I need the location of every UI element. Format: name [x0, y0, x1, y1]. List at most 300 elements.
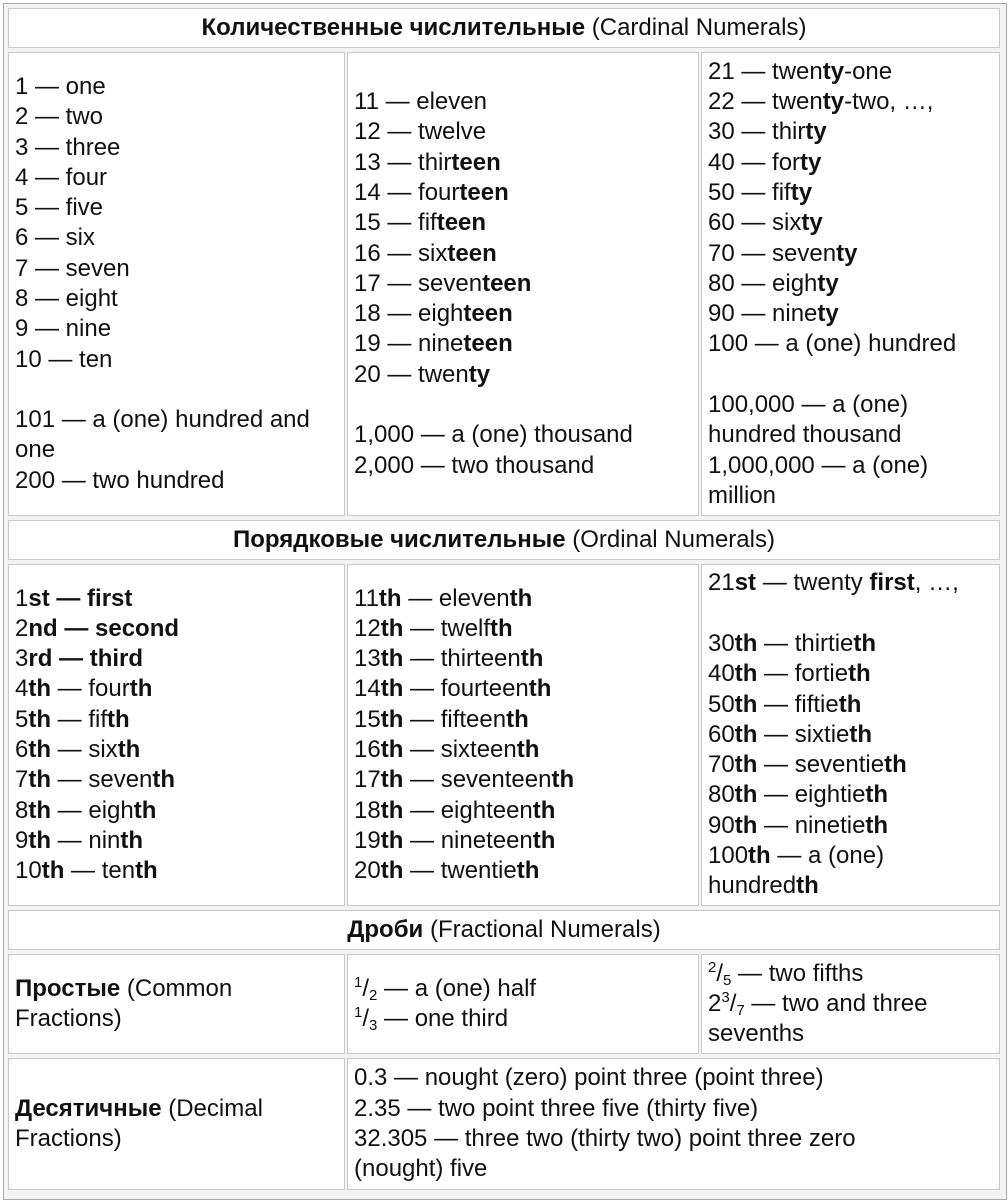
text-segment: 10 — ten	[15, 345, 113, 373]
text-segment: 12 — twelve	[354, 118, 487, 146]
bold-segment: rd — third	[28, 645, 144, 673]
numeral-line	[354, 856, 692, 886]
numeral-line	[708, 659, 993, 689]
blank-line	[708, 599, 993, 629]
numeral-line	[15, 1124, 338, 1154]
bold-segment: th	[380, 705, 404, 733]
common-fractions-label	[8, 954, 345, 1054]
bold-segment: ty	[817, 269, 839, 297]
text-segment: 60	[708, 720, 735, 748]
numeral-line	[15, 72, 338, 102]
numeral-line	[354, 796, 692, 826]
bold-segment: ty	[801, 209, 823, 237]
numeral-line	[15, 223, 338, 253]
numeral-line	[708, 239, 993, 269]
bold-segment: th	[853, 629, 877, 657]
bold-segment: th	[380, 645, 404, 673]
text-segment: — nineteen	[403, 826, 533, 854]
text-segment: 4	[15, 675, 29, 703]
numeral-line	[708, 568, 993, 598]
numeral-line	[354, 360, 692, 390]
text-segment: — nin	[51, 826, 121, 854]
fraction-line	[708, 989, 993, 1019]
decimal-line: 0.3 — nought (zero) point three (point three)	[354, 1064, 824, 1092]
text-segment: 101 — a (one) hundred and	[15, 406, 310, 434]
numeral-line	[708, 720, 993, 750]
bold-segment: ty	[800, 148, 822, 176]
numeral-line	[708, 148, 993, 178]
numeral-line	[708, 87, 993, 117]
numeral-line	[354, 239, 692, 269]
text-segment: 9 — nine	[15, 315, 112, 343]
cardinal-col-1	[8, 52, 345, 516]
fraction-numerator: 1	[354, 973, 363, 991]
cardinal-header-en: (Cardinal Numerals)	[585, 13, 807, 41]
ordinal-header-ru: Порядковые числительные	[233, 525, 566, 553]
bold-segment: teen	[451, 148, 501, 176]
text-segment: 20 — twen	[354, 360, 469, 388]
ordinal-header	[8, 520, 1000, 560]
text-segment: — a (one)	[770, 842, 885, 870]
numeral-line	[354, 451, 692, 481]
numeral-line	[15, 856, 338, 886]
text-segment: — seventie	[757, 751, 885, 779]
bold-segment: th	[380, 796, 404, 824]
bold-segment: ty	[805, 118, 827, 146]
numeral-line	[15, 1004, 338, 1034]
fraction-text: — two and three	[744, 989, 928, 1017]
fraction-slash: /	[716, 959, 724, 987]
text-segment: 2 — two	[15, 103, 104, 131]
bold-segment: th	[865, 811, 889, 839]
cardinal-col-2	[347, 52, 699, 516]
bold-segment: st — first	[28, 584, 133, 612]
numeral-line	[708, 117, 993, 147]
text-segment: 21 — twen	[708, 57, 823, 85]
numeral-line	[15, 765, 338, 795]
numeral-line	[354, 329, 692, 359]
bold-segment: th	[506, 705, 529, 733]
text-segment: 80 — eigh	[708, 269, 818, 297]
text-segment: 40	[708, 660, 735, 688]
bold-segment: th	[734, 690, 758, 718]
text-segment: 5 — five	[15, 194, 104, 222]
text-segment: -one	[844, 57, 893, 85]
numeral-line	[354, 644, 692, 674]
text-segment: 100 — a (one) hundred	[708, 330, 957, 358]
bold-segment: th	[865, 781, 889, 809]
text-segment: hundred	[708, 872, 797, 900]
text-segment: 60 — six	[708, 209, 802, 237]
bold-segment: ty	[822, 88, 845, 116]
text-segment: -two, …,	[844, 88, 934, 116]
text-segment: 30 — thir	[708, 118, 806, 146]
numerals-table	[3, 3, 1007, 1200]
numeral-line	[15, 193, 338, 223]
numeral-line	[15, 705, 338, 735]
numeral-line	[708, 629, 993, 659]
numeral-line	[708, 871, 993, 901]
text-segment: — eightie	[757, 781, 866, 809]
fraction-numerator: 1	[354, 1004, 363, 1021]
bold-segment: th	[520, 645, 544, 673]
text-segment: 8	[15, 796, 29, 824]
bold-segment: first	[869, 569, 915, 597]
bold-segment: th	[734, 781, 758, 809]
numeral-line	[354, 208, 692, 238]
decimal-line: 32.305 — three two (thirty two) point three zero	[354, 1125, 856, 1152]
common-fractions-col-2	[347, 954, 699, 1054]
cardinal-header-ru: Количественные числительные	[201, 13, 586, 41]
numeral-line	[708, 780, 993, 810]
text-segment: 2	[15, 614, 29, 642]
text-segment: 12	[354, 614, 381, 642]
text-segment: 20	[354, 857, 381, 885]
bold-segment: th	[849, 720, 873, 748]
text-segment: — twelf	[403, 614, 491, 642]
bold-segment: th	[734, 660, 758, 688]
bold-segment: th	[884, 751, 907, 779]
fraction-denominator: 7	[736, 1001, 745, 1019]
text-segment: Fractions)	[15, 1125, 122, 1152]
fraction-line	[354, 1004, 692, 1034]
bold-segment: th	[28, 675, 52, 703]
bold-segment: th	[734, 629, 758, 657]
bold-segment: st	[734, 569, 757, 597]
numeral-line	[708, 390, 993, 420]
bold-segment: th	[133, 796, 157, 824]
text-segment: 50	[708, 690, 735, 718]
text-segment: — sixteen	[403, 736, 517, 763]
numeral-line	[15, 674, 338, 704]
bold-segment: th	[107, 705, 130, 733]
bold-segment: th	[848, 660, 871, 688]
bold-segment: th	[135, 857, 158, 885]
bold-segment: th	[551, 766, 575, 794]
bold-segment: th	[152, 766, 176, 794]
bold-segment: th	[28, 766, 52, 794]
text-segment: — ninetie	[757, 811, 866, 839]
text-segment: — eleven	[401, 584, 510, 612]
text-segment: 3 — three	[15, 133, 121, 161]
text-segment: 90	[708, 811, 735, 839]
bold-segment: th	[378, 584, 402, 612]
text-segment: — fifteen	[403, 705, 507, 733]
text-segment: 14 — four	[354, 178, 460, 206]
text-segment: — fortie	[757, 660, 849, 688]
bold-segment: teen	[463, 330, 513, 358]
text-segment: 13 — thir	[354, 148, 452, 176]
text-segment: 21	[708, 569, 735, 597]
text-segment: 1,000,000 — a (one)	[708, 451, 929, 479]
fraction-line	[708, 959, 993, 989]
numeral-line	[708, 690, 993, 720]
numeral-line	[15, 435, 338, 465]
numeral-line	[15, 466, 338, 496]
text-segment: 13	[354, 645, 381, 673]
text-segment: 8 — eight	[15, 285, 118, 312]
bold-segment: th	[532, 826, 556, 854]
bold-segment: th	[532, 796, 556, 824]
bold-segment: nd — second	[28, 614, 180, 642]
fraction-denominator: 3	[369, 1017, 378, 1034]
text-segment: — six	[51, 736, 118, 763]
bold-segment: th	[28, 796, 52, 824]
fraction-slash: /	[729, 989, 737, 1017]
text-segment: one	[15, 436, 56, 464]
text-segment: — thirteen	[403, 645, 521, 673]
text-segment: 30	[708, 629, 735, 657]
numeral-line	[708, 57, 993, 87]
ordinal-col-2	[347, 564, 699, 906]
bold-segment: th	[838, 690, 862, 718]
numeral-line	[15, 133, 338, 163]
bold-segment: Простые	[15, 974, 121, 1002]
text-segment: 5	[15, 705, 29, 733]
numeral-line	[708, 451, 993, 481]
ordinal-col-1	[8, 564, 345, 906]
fractional-header	[8, 910, 1000, 950]
text-segment: 70 — seven	[708, 239, 837, 267]
text-segment: 9	[15, 826, 29, 854]
numeral-line	[15, 1094, 338, 1124]
fraction-denominator: 5	[723, 971, 732, 989]
numeral-line	[15, 163, 338, 193]
numeral-line	[708, 299, 993, 329]
text-segment: 100,000 — a (one)	[708, 391, 909, 419]
bold-segment: ty	[822, 57, 845, 85]
text-segment: 15	[354, 705, 381, 733]
text-segment: 6	[15, 736, 29, 763]
bold-segment: th	[796, 872, 819, 900]
numeral-line	[15, 735, 338, 765]
text-segment: 70	[708, 751, 735, 779]
bold-segment: th	[41, 857, 65, 885]
fractional-header-en: (Fractional Numerals)	[423, 915, 661, 943]
cardinal-header	[8, 8, 1000, 48]
numeral-line	[354, 148, 692, 178]
text-segment: 17	[354, 766, 381, 794]
text-segment: 18	[354, 796, 381, 824]
text-segment: 100	[708, 842, 749, 870]
text-segment: 3	[15, 645, 29, 673]
cardinal-col-3	[701, 52, 1000, 516]
numeral-line	[15, 644, 338, 674]
bold-segment: th	[28, 736, 52, 763]
bold-segment: th	[509, 584, 533, 612]
text-segment: 22 — twen	[708, 88, 823, 116]
numeral-line	[15, 345, 338, 375]
text-segment: 16	[354, 736, 381, 763]
text-segment: — seventeen	[403, 766, 552, 794]
numeral-line	[15, 102, 338, 132]
text-segment: 19 — nine	[354, 330, 464, 358]
fraction-numerator: 3	[721, 988, 730, 1006]
text-segment: — four	[51, 675, 130, 703]
text-segment: 2,000 — two thousand	[354, 451, 595, 479]
fraction-whole: 2	[708, 989, 722, 1017]
bold-segment: th	[734, 811, 758, 839]
numeral-line	[708, 750, 993, 780]
numeral-line	[354, 826, 692, 856]
text-segment: — seven	[51, 766, 153, 794]
text-segment: 80	[708, 781, 735, 809]
bold-segment: th	[490, 614, 513, 642]
text-segment: 16 — six	[354, 239, 448, 267]
bold-segment: th	[516, 736, 540, 763]
text-segment: 10	[15, 857, 42, 885]
numeral-line	[708, 178, 993, 208]
bold-segment: teen	[463, 300, 513, 328]
numeral-line	[354, 705, 692, 735]
numeral-line	[15, 584, 338, 614]
bold-segment: ty	[836, 239, 858, 267]
bold-segment: th	[117, 736, 141, 763]
bold-segment: th	[380, 766, 404, 794]
text-segment: 19	[354, 826, 381, 854]
bold-segment: th	[129, 675, 153, 703]
numeral-line	[15, 796, 338, 826]
numeral-line	[708, 420, 993, 450]
numeral-line	[708, 329, 993, 359]
decimal-fractions-examples	[347, 1058, 1000, 1190]
bold-segment: ty	[817, 300, 839, 328]
numeral-line	[708, 208, 993, 238]
numeral-line	[708, 269, 993, 299]
decimal-line: 2.35 — two point three five (thirty five)	[354, 1094, 759, 1122]
text-segment: , …,	[914, 569, 959, 597]
bold-segment: teen	[447, 239, 497, 267]
fraction-slash: /	[362, 974, 370, 1002]
text-segment: 15 — fif	[354, 209, 437, 237]
text-segment: 6 — six	[15, 224, 96, 252]
numeral-line	[354, 269, 692, 299]
numeral-line	[354, 584, 692, 614]
text-segment: 4 — four	[15, 163, 108, 191]
fraction-denominator: 2	[369, 986, 378, 1004]
fraction-line	[708, 1019, 993, 1049]
bold-segment: th	[528, 675, 552, 703]
bold-segment: th	[748, 842, 771, 870]
numeral-line	[354, 117, 692, 147]
bold-segment: th	[28, 705, 52, 733]
text-segment: (Common	[120, 974, 233, 1002]
numeral-line	[354, 178, 692, 208]
text-segment: — thirtie	[757, 629, 854, 657]
numeral-line	[15, 614, 338, 644]
text-segment: (Decimal	[161, 1094, 263, 1122]
bold-segment: teen	[436, 209, 487, 237]
fraction-text: — a (one) half	[377, 974, 537, 1002]
text-segment: 40 — for	[708, 148, 801, 176]
bold-segment: ty	[790, 178, 813, 206]
text-segment: 11 — eleven	[354, 88, 487, 116]
text-segment: 90 — nine	[708, 300, 818, 328]
ordinal-header-en: (Ordinal Numerals)	[565, 525, 775, 553]
bold-segment: Десятичные	[15, 1094, 162, 1122]
text-segment: — eigh	[51, 796, 134, 824]
bold-segment: th	[734, 751, 758, 779]
bold-segment: th	[734, 720, 758, 748]
numeral-line	[15, 405, 338, 435]
text-segment: million	[708, 481, 777, 509]
numeral-line	[354, 299, 692, 329]
bold-segment: th	[120, 826, 144, 854]
text-segment: 1 — one	[15, 72, 106, 100]
text-segment: — twentie	[403, 857, 517, 885]
bold-segment: teen	[459, 178, 509, 206]
text-segment: 17 — seven	[354, 269, 483, 297]
numeral-line	[354, 674, 692, 704]
numeral-line	[708, 841, 993, 871]
numeral-line	[15, 314, 338, 344]
numeral-line	[708, 811, 993, 841]
text-segment: — ten	[64, 857, 136, 885]
common-fractions-col-3	[701, 954, 1000, 1054]
text-segment: 200 — two hundred	[15, 466, 225, 494]
bold-segment: th	[380, 736, 404, 763]
fraction-slash: /	[362, 1005, 370, 1032]
text-segment: — fourteen	[403, 675, 529, 703]
numeral-line	[15, 826, 338, 856]
bold-segment: th	[380, 826, 404, 854]
numeral-line	[15, 254, 338, 284]
ordinal-col-3	[701, 564, 1000, 906]
numeral-line	[354, 87, 692, 117]
fraction-text: — one third	[377, 1005, 509, 1032]
text-segment: 1,000 — a (one) thousand	[354, 421, 633, 449]
text-segment: 7	[15, 766, 29, 794]
numeral-line	[354, 420, 692, 450]
decimal-line: (nought) five	[354, 1155, 488, 1183]
numeral-line	[354, 765, 692, 795]
blank-line	[354, 390, 692, 420]
text-segment: 14	[354, 675, 381, 703]
bold-segment: ty	[468, 360, 491, 388]
text-segment: — eighteen	[403, 796, 533, 824]
fraction-text: sevenths	[708, 1020, 805, 1048]
text-segment: 50 — fif	[708, 178, 791, 206]
bold-segment: th	[380, 857, 404, 885]
bold-segment: th	[380, 675, 404, 703]
numeral-line	[15, 284, 338, 314]
numeral-line	[354, 735, 692, 765]
text-segment: — sixtie	[757, 720, 850, 748]
numeral-line	[708, 481, 993, 511]
fraction-numerator: 2	[708, 958, 717, 976]
bold-segment: th	[516, 857, 540, 885]
numeral-line	[15, 974, 338, 1004]
decimal-fractions-label	[8, 1058, 345, 1190]
blank-line	[15, 375, 338, 405]
fractional-header-ru: Дроби	[347, 915, 424, 943]
bold-segment: th	[28, 826, 52, 854]
text-segment: 7 — seven	[15, 254, 130, 282]
bold-segment: th	[380, 614, 404, 642]
text-segment: — fiftie	[757, 690, 839, 718]
text-segment: Fractions)	[15, 1005, 122, 1032]
text-segment: 11	[354, 584, 379, 612]
text-segment: — fif	[51, 705, 108, 733]
text-segment: hundred thousand	[708, 421, 902, 449]
blank-line	[708, 360, 993, 390]
text-segment: — twenty	[756, 569, 870, 597]
fraction-text: — two fifths	[731, 959, 864, 987]
text-segment: 18 — eigh	[354, 300, 464, 328]
fraction-line	[354, 974, 692, 1004]
bold-segment: teen	[482, 269, 532, 297]
text-segment: 1	[15, 584, 29, 612]
